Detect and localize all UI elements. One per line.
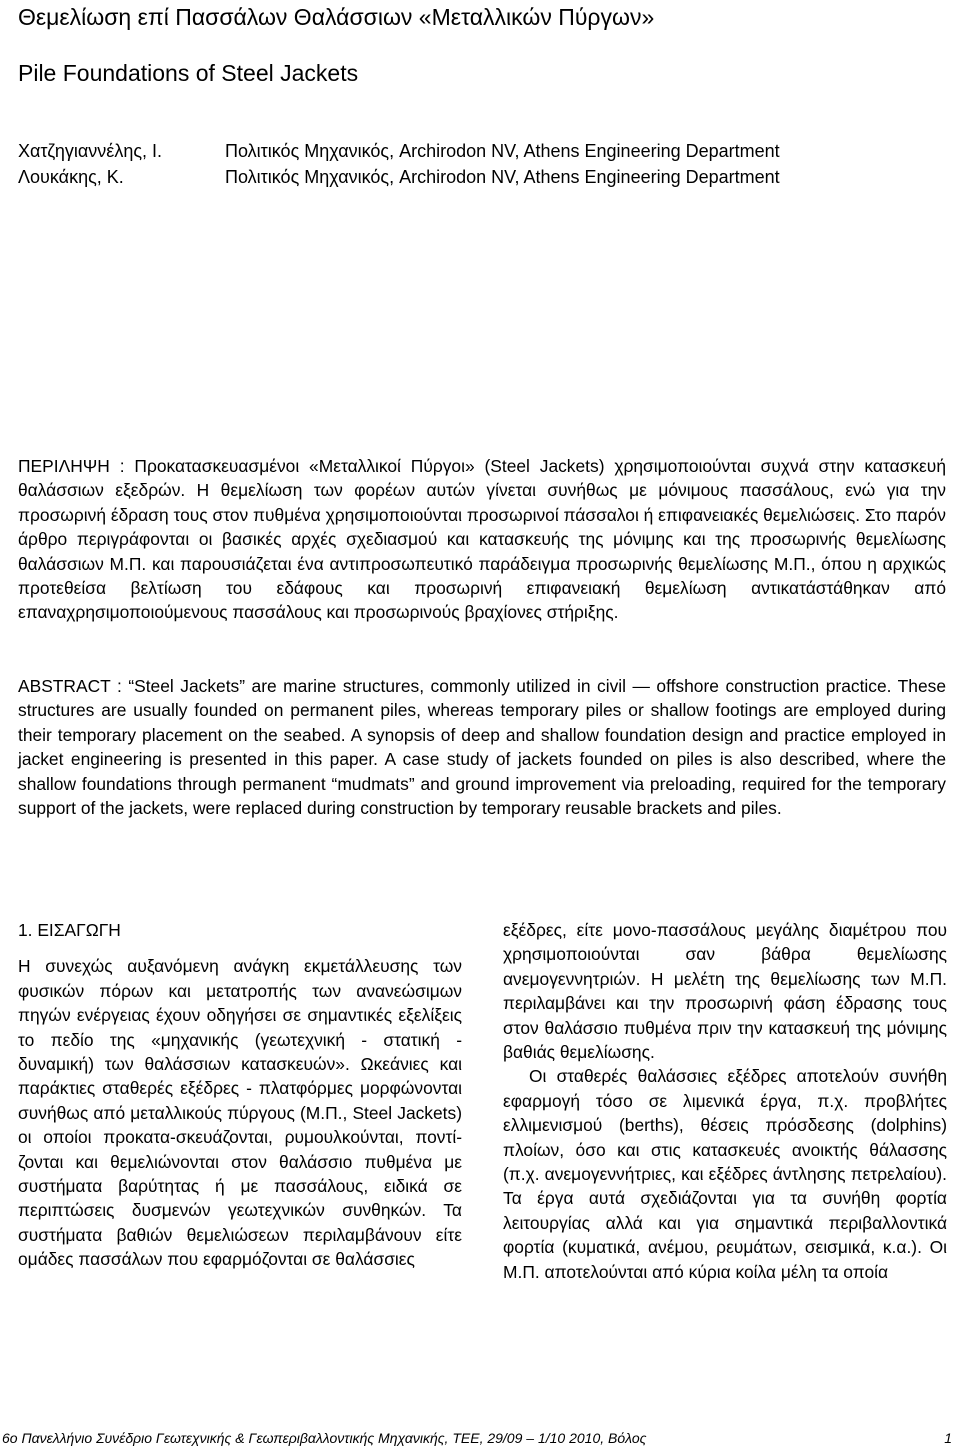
author-block — [18, 138, 780, 190]
intro-paragraph: Οι σταθερές θαλάσσιες εξέδρες αποτελούν συνήθη εφαρμογή τόσο σε λιμενικά έργα, π.χ. προβλήτες ελλιμενισμού (berths), θέσεις πρόσδεσης (dolphins) πλοίων, όσο και στις κατασκευές ανοικτής θάλασσης (π.χ. ανεμογεννήτριες, και εξέδρες άντλησης πετρελαίου). Τα έργα αυτά σχεδιάζονται για τα συνήθη φορτία λειτουργίας αλλά και για σημαντικά περιβαλλοντικά φορτία (κυματικά, ανέμου, ρευμάτων, σεισμικά, κ.α.). Οι Μ.Π. αποτελούνται από κύρια κοίλα μέλη τα οποία — [503, 1066, 947, 1282]
intro-paragraph-continued: εξέδρες, είτε μονο-πασσάλους μεγάλης διαμέτρου που χρησιμοποιούνται σαν βάθρα θεμελίωσης ανεμογεννητριών. Η μελέτη της θεμελίωσης των Μ.Π. περιλαμβάνει και την προσωρινή φάση έδρασης τους στον θαλάσσιο πυθμένα πριν την κατασκευή της μόνιμης βαθιάς θεμελίωσης. — [503, 920, 947, 1063]
intro-paragraph: Η συνεχώς αυξανόμενη ανάγκη εκμετάλλευσης των φυσικών πόρων και μετατροπής των ανανεώσιμων πηγών ενέργειας έχουν οδηγήσει σε σημαντικές εξελίξεις το πεδίο της «μηχανικής (γεωτεχνική - στατική - δυναμική) των θαλάσσιων κατασκευών». Ωκεάνιες και παράκτιες σταθερές εξέδρες - πλατφόρμες μορφώνονται συνήθως από μεταλλικούς πύργους (Μ.Π., Steel Jackets) οι οποίοι προκατα-σκευάζονται, ρυμουλκούνται, ποντί-ζονται και θεμελιώνονται στον θαλάσσιο πυθμένα με συστήματα βαρύτητας ή με πασσάλους, ειδικά σε περιπτώσεις δυσμενών γεωτεχνικών συνθηκών. Τα συστήματα βαθιών θεμελιώσεων περιλαμβάνουν είτε ομάδες πασσάλων που εφαρμόζονται σε θαλάσσιες — [18, 956, 462, 1270]
conference-footer: 6ο Πανελλήνιο Συνέδριο Γεωτεχνικής & Γεωπεριβαλλοντικής Μηχανικής, ΤΕΕ, 29/09 – 1/10 2010, Βόλος — [2, 1430, 647, 1446]
left-column — [18, 918, 462, 1272]
section-heading: 1. ΕΙΣΑΓΩΓΗ — [18, 920, 121, 940]
author-name: Χατζηγιαννέλης, Ι. — [18, 141, 163, 161]
paper-subtitle: Pile Foundations of Steel Jackets — [18, 60, 359, 86]
greek-summary: ΠΕΡΙΛΗΨΗ : Προκατασκευασμένοι «Μεταλλικοί Πύργοι» (Steel Jackets) χρησιμοποιούνται συχνά στην κατασκευή θαλάσσιων εξεδρών. Η θεμελίωση των φορέων αυτών γίνεται συνήθως με μόνιμους πασσάλους, ενώ για την προσωρινή έδραση τους στον πυθμένα χρησιμοποιούνται προσωρινοί πάσσαλοι ή επιφανειακές θεμελιώσεις. Στο παρόν άρθρο περιγράφονται οι βασικές αρχές σχεδιασμού και κατασκευής της μόνιμης και της προσωρινής θεμελίωσης θαλάσσιων Μ.Π. και παρουσιάζεται ένα αντιπροσωπευτικό παράδειγμα προσωρινής θεμελίωσης Μ.Π., όπου η αρχικώς προτεθείσα βελτίωση του εδάφους και προσωρινή επιφανειακή θεμελίωση αντικατάστάθηκαν από επαναχρησιμοποιούμενους πασσάλους και προσωρινούς βραχίονες στήριξης. — [18, 456, 946, 623]
paper-title: Θεμελίωση επί Πασσάλων Θαλάσσιων «Μεταλλικών Πύργων» — [18, 4, 655, 30]
page-number: 1 — [944, 1430, 952, 1446]
author-affiliation: Πολιτικός Μηχανικός, Archirodon NV, Athens Engineering Department — [225, 141, 780, 161]
author-row — [18, 138, 780, 164]
right-column — [503, 918, 947, 1284]
english-abstract: ABSTRACT : “Steel Jackets” are marine structures, commonly utilized in civil — offshore construction practice. These structures are usually founded on permanent piles, whereas temporary piles or shallow footings are employed during their temporary placement on the seabed. A synopsis of deep and shallow foundation design and practice employed in jacket engineering is presented in this paper. A case study of jackets founded on piles is also described, where the shallow foundations through permanent “mudmats” and ground improvement via preloading, required for the temporary support of the jackets, were replaced during construction by temporary reusable brackets and piles. — [18, 676, 946, 819]
author-row — [18, 164, 780, 190]
author-name: Λουκάκης, Κ. — [18, 167, 124, 187]
author-affiliation: Πολιτικός Μηχανικός, Archirodon NV, Athens Engineering Department — [225, 167, 780, 187]
